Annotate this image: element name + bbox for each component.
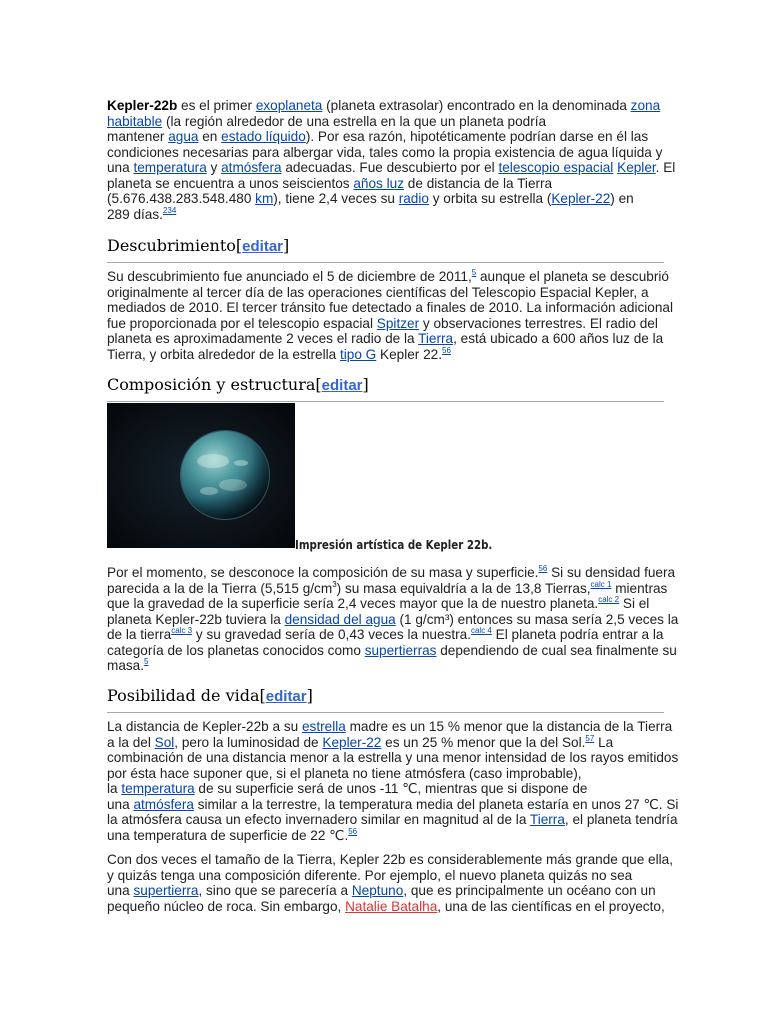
link-tipo-g[interactable]: tipo G xyxy=(339,346,377,362)
ref-56c[interactable]: 56 xyxy=(348,826,358,836)
intro-paragraph: Kepler-22b es el primer exoplaneta (planeta extrasolar) encontrado en la denominada zona habitable (la región alrededor de una estrella en la que un planeta podría mantener agua en estado líquido). Por esa razón, hipotéticamente podrían darse en él las condiciones necesarias para albergar vida, tales como la propia existencia de agua líquida y una temperatura y atmósfera adecuadas. Fue descubierto por el telescopio espacial Kepler. El planeta se encuentra a unos seiscientos años luz de distancia de la Tierra (5.676.438.283.548.480 km), tiene 2,4 veces su radio y orbita su estrella (Kepler-22) en 289 días.$^{234}$ xyxy=(107,98,676,222)
link-atmosfera-2[interactable]: atmósfera xyxy=(133,796,194,812)
link-supertierra[interactable]: supertierra xyxy=(133,883,199,898)
posibilidad-paragraph-1: La distancia de Kepler-22b a su estrella madre es un 15 % menor que la distancia de la Tierra a la del Sol, pero la luminosidad de Kepler-22 es un 25 % menor que la del Sol.$^{57}$ La combinación de una distancia menor a la estrella y una menor intensidad de los rayos emitidos por ésta hace suponer que, si el planeta no tiene atmósfera (caso improbable), la temperatura de su superficie será de unos -11 ℃, mientras que si dispone de una atmósfera similar a la terrestre, la temperatura media del planeta estaría en unos 27 ℃. Si la atmósfera causa un efecto invernadero similar en magnitud al de la Tierra, el planeta tendría una temperatura de superficie de 22 ℃.$^{56}$ xyxy=(107,719,679,843)
link-kepler-22b[interactable]: Kepler-22 xyxy=(322,734,382,750)
link-estrella[interactable]: estrella xyxy=(301,719,346,734)
link-spitzer[interactable]: Spitzer xyxy=(376,315,420,331)
link-kepler-22[interactable]: Kepler-22 xyxy=(551,191,611,206)
ref-5b[interactable]: 5 xyxy=(144,657,149,666)
link-agua[interactable]: agua xyxy=(168,129,199,144)
article-subject: Kepler-22b xyxy=(107,98,178,113)
link-supertierras[interactable]: supertierras xyxy=(364,642,437,658)
link-neptuno[interactable]: Neptuno xyxy=(351,883,404,898)
edit-link-posibilidad-vida[interactable]: editar xyxy=(265,688,307,705)
descubrimiento-paragraph: Su descubrimiento fue anunciado el 5 de diciembre de 2011,$^5$ aunque el planeta se descubrió originalmente al tercer día de las operaciones científicas del Telescopio Espacial Kepler, a mediados de 2010. El tercer tránsito fue detectado a finales de 2010. La información adicional fue proporcionada por el telescopio espacial Spitzer y observaciones terrestres. El radio del planeta es aproximadamente 2 veces el radio de la Tierra, está ubicado a 600 años luz de la Tierra, y orbita alrededor de la estrella tipo G Kepler 22.56 xyxy=(107,268,674,362)
ref-57[interactable]: 57 xyxy=(585,733,595,743)
edit-link-descubrimiento[interactable]: editar xyxy=(242,238,284,255)
link-natalie-batalha[interactable]: Natalie Batalha xyxy=(345,898,438,914)
ref-56[interactable]: 56 xyxy=(442,345,451,355)
posibilidad-paragraph-2: Con dos veces el tamaño de la Tierra, Kepler 22b es considerablemente más grande que ella, y quizás tenga una composición diferente. Por ejemplo, el nuevo planeta quizás no sea una supertierra, sino que se parecería a Neptuno, que es principalmente un océano con un pequeño núcleo de roca. Sin embargo, Natalie Batalha, una de las científicas en el proyecto, xyxy=(107,852,673,914)
link-sol[interactable]: Sol xyxy=(154,734,175,750)
image-caption: Impresión artística de Kepler 22b. xyxy=(295,537,493,552)
link-estado-liquido[interactable]: estado líquido xyxy=(221,129,306,144)
link-telescopio-espacial[interactable]: telescopio espacial xyxy=(498,160,614,175)
calc-3-ref[interactable]: calc 3 xyxy=(171,626,193,635)
ref-234[interactable]: 234 xyxy=(162,205,177,215)
link-kepler[interactable]: Kepler xyxy=(617,160,656,175)
link-anos-luz[interactable]: años luz xyxy=(353,175,405,191)
composicion-paragraph: Por el momento, se desconoce la composición de su masa y superficie.$^{56}$ Si su densidad fuera parecida a la de la Tierra (5,515 $g/cm^3$) su masa equivaldría a la de 13,8 Tierras,$^{calc 1}$ mientras que la gravedad de la superficie sería 2,4 veces mayor que la de nuestro planeta.$^{calc 2}$ Si el planeta Kepler-22b tuviera la densidad del agua (1 g/cm³) entonces su masa sería 2,5 veces la de la tierra$^{calc 3}$ y su gravedad sería de 0,43 veces la nuestra.$^{calc 4}$ El planeta podría entrar a la categoría de los planetas conocidos como supertierras dependiendo de cual sea finalmente su masa.$^5$ xyxy=(107,564,679,673)
link-radio[interactable]: radio xyxy=(398,191,429,206)
link-zona-habitable-2[interactable]: habitable xyxy=(107,113,163,129)
ref-56b[interactable]: 56 xyxy=(538,564,548,573)
link-tierra-2[interactable]: Tierra xyxy=(529,812,565,827)
planet-illustration xyxy=(107,403,295,548)
link-km[interactable]: km xyxy=(255,191,274,206)
planet-image[interactable] xyxy=(107,403,295,548)
heading-composicion-title: Composición y estructura xyxy=(107,375,316,394)
link-tierra[interactable]: Tierra xyxy=(418,331,454,346)
calc-2-ref[interactable]: calc 2 xyxy=(598,595,620,604)
link-densidad-agua[interactable]: densidad del agua xyxy=(284,611,396,627)
heading-descubrimiento: Descubrimiento[editar] xyxy=(107,236,664,263)
link-atmosfera[interactable]: atmósfera xyxy=(221,160,282,175)
heading-posibilidad-vida-title: Posibilidad de vida xyxy=(107,686,260,705)
ref-5[interactable]: 5 xyxy=(471,268,477,277)
calc-1-ref[interactable]: calc 1 xyxy=(590,579,612,589)
calc-4-ref[interactable]: calc 4 xyxy=(470,626,492,635)
link-zona-habitable[interactable]: zona xyxy=(630,98,661,113)
heading-descubrimiento-title: Descubrimiento xyxy=(107,236,236,255)
edit-link-composicion[interactable]: editar xyxy=(321,377,363,394)
link-exoplaneta[interactable]: exoplaneta xyxy=(255,98,323,113)
link-temperatura[interactable]: temperatura xyxy=(133,160,207,175)
link-temperatura-2[interactable]: temperatura xyxy=(121,781,195,796)
heading-posibilidad-vida: Posibilidad de vida[editar] xyxy=(107,686,664,713)
heading-composicion: Composición y estructura[editar] xyxy=(107,375,664,402)
